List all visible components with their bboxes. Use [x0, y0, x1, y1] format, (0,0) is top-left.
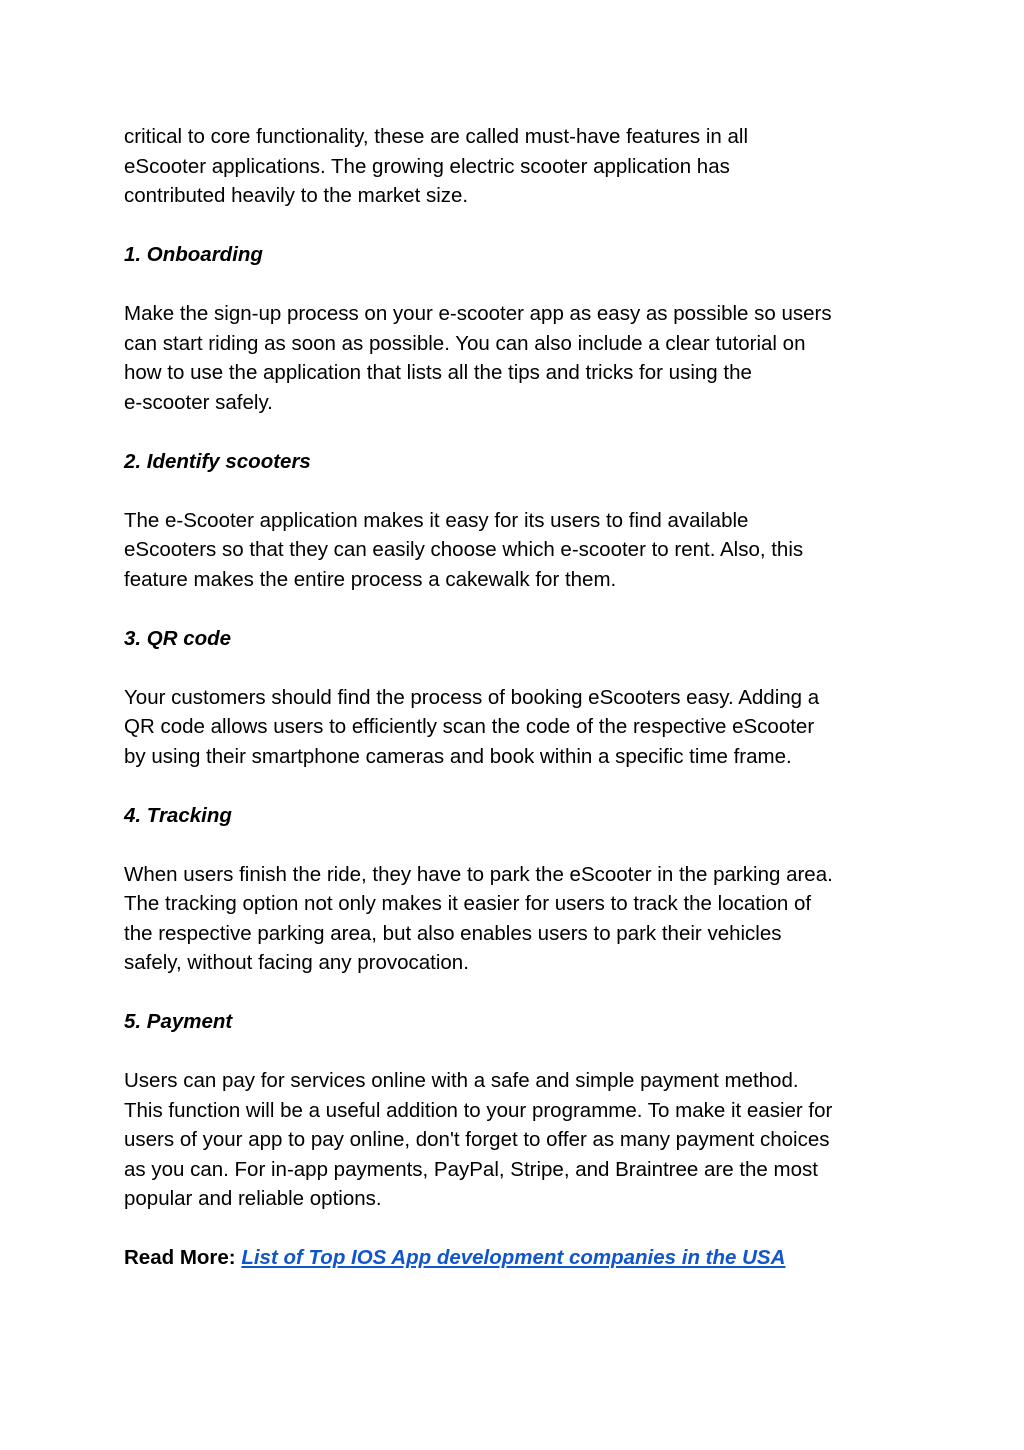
text-line: The tracking option not only makes it easier for users to track the location of	[124, 892, 812, 915]
section-heading-tracking: 4. Tracking	[124, 803, 232, 827]
text-line: QR code allows users to efficiently scan the code of the respective eScooter	[124, 715, 815, 738]
read-more-line	[124, 1243, 914, 1273]
text-line: eScooters so that they can easily choose which e-scooter to rent. Also, this	[124, 538, 804, 561]
section-heading-identify-scooters: 2. Identify scooters	[124, 449, 311, 473]
text-line: popular and reliable options.	[124, 1187, 382, 1210]
text-line: how to use the application that lists all the tips and tricks for using the	[124, 361, 752, 384]
text-line: safely, without facing any provocation.	[124, 951, 469, 974]
section-paragraph-identify-scooters	[124, 506, 914, 595]
text-line: feature makes the entire process a cakewalk for them.	[124, 567, 617, 591]
text-line: by using their smartphone cameras and book within a specific time frame.	[124, 744, 792, 768]
text-line: The e-Scooter application makes it easy for its users to find available	[124, 508, 749, 532]
document-page	[124, 122, 914, 1273]
text-line: Users can pay for services online with a safe and simple payment method.	[124, 1069, 799, 1092]
section-paragraph-qr-code	[124, 683, 914, 772]
text-line: can start riding as soon as possible. You can also include a clear tutorial on	[124, 331, 806, 355]
text-line: critical to core functionality, these are called must-have features in all	[124, 125, 749, 148]
text-line: as you can. For in-app payments, PayPal, Stripe, and Braintree are the most	[124, 1157, 818, 1181]
text-line: contributed heavily to the market size.	[124, 184, 469, 207]
text-line: users of your app to pay online, don't forget to offer as many payment choices	[124, 1128, 830, 1151]
section-paragraph-tracking	[124, 860, 914, 978]
section-paragraph-payment	[124, 1066, 914, 1214]
section-paragraph-onboarding	[124, 299, 914, 417]
text-line: Your customers should find the process of booking eScooters easy. Adding a	[124, 685, 820, 709]
text-line: When users finish the ride, they have to park the eScooter in the parking area.	[124, 862, 833, 886]
intro-paragraph	[124, 122, 914, 211]
section-heading-qr-code: 3. QR code	[124, 626, 232, 650]
text-line: Make the sign-up process on your e-scooter app as easy as possible so users	[124, 302, 832, 325]
read-more-label: Read More:	[124, 1246, 236, 1269]
text-line: e-scooter safely.	[124, 390, 273, 414]
text-line: the respective parking area, but also enables users to park their vehicles	[124, 921, 782, 945]
section-heading-payment: 5. Payment	[124, 1010, 233, 1033]
section-heading-onboarding: 1. Onboarding	[124, 243, 263, 266]
read-more-link[interactable]: List of Top IOS App development companies in the USA	[241, 1246, 786, 1269]
text-line: This function will be a useful addition to your programme. To make it easier for	[124, 1098, 833, 1122]
text-line: eScooter applications. The growing electric scooter application has	[124, 154, 730, 178]
